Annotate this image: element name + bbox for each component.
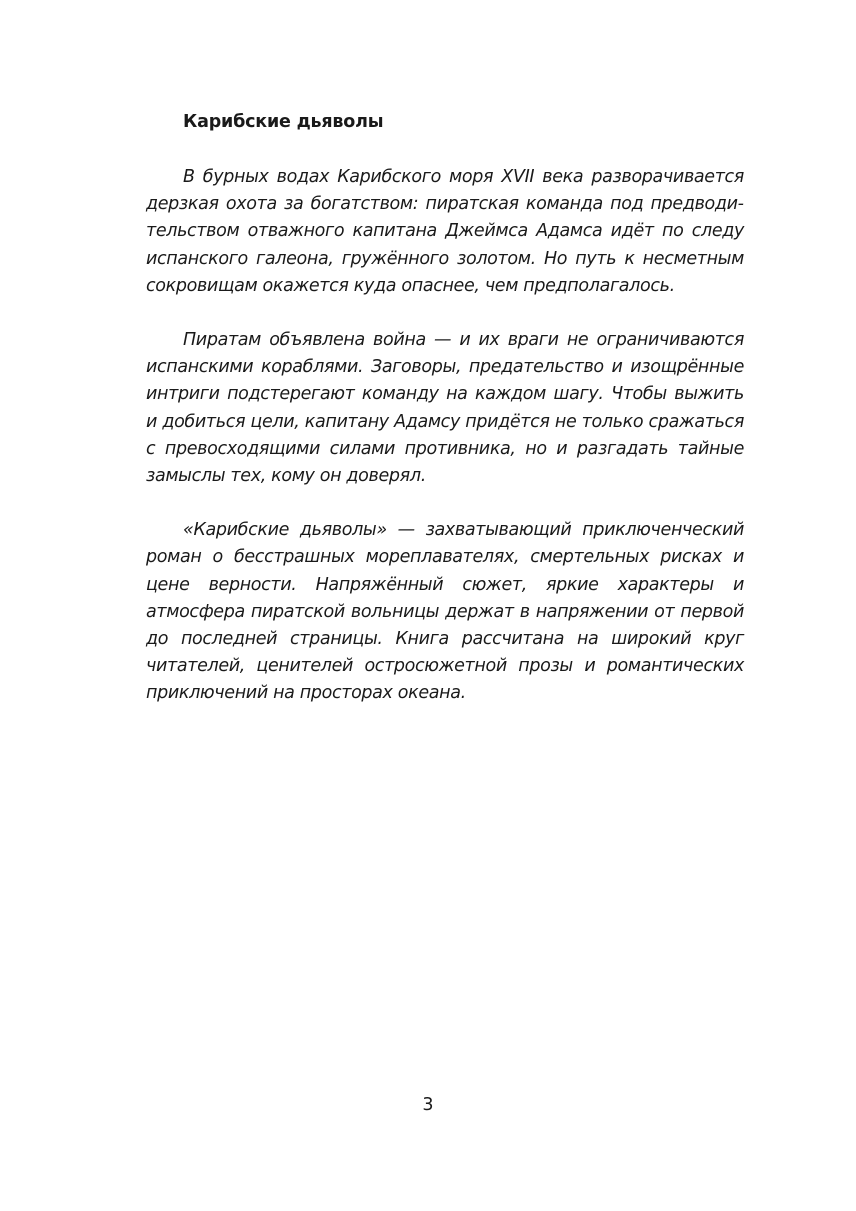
- paragraph-2: Пиратам объявлена война — и их враги не ограничиваются испанскими кораблями. Заговоры, предательство и изощрённые интриги подстерегают команду на каждом шагу. Чтобы выжить и добиться цели, капитану Адамсу придётся не только сражаться с превосходящими силами противника, но и разгадать тайные замыслы тех, кому он доверял.: [146, 330, 744, 487]
- book-title: Карибские дьяволы: [183, 112, 384, 132]
- title-spacer: [146, 136, 744, 164]
- paragraph-1: В бурных водах Карибского моря XVII века разворачивается дерзкая охота за богатством: пиратская команда под предводительством отважного капитана Джеймса Адамса идёт по следу испанского галеона, гружённого золотом. Но путь к несметным сокровищам окажется куда опаснее, чем предполагалось.: [146, 167, 744, 296]
- page-number: 3: [422, 1095, 434, 1115]
- text-block: [146, 108, 744, 708]
- paragraph-3: «Карибские дьяволы» — захватывающий приключенческий роман о бесстрашных мореплавателях, смертельных рисках и цене верности. Напряжённый сюжет, яркие характеры и атмосфера пиратской вольницы держат в напряжении от первой до последней страницы. Книга рассчитана на широкий круг читателей, ценителей остросюжетной прозы и романтических приключений на просторах океана.: [146, 520, 744, 704]
